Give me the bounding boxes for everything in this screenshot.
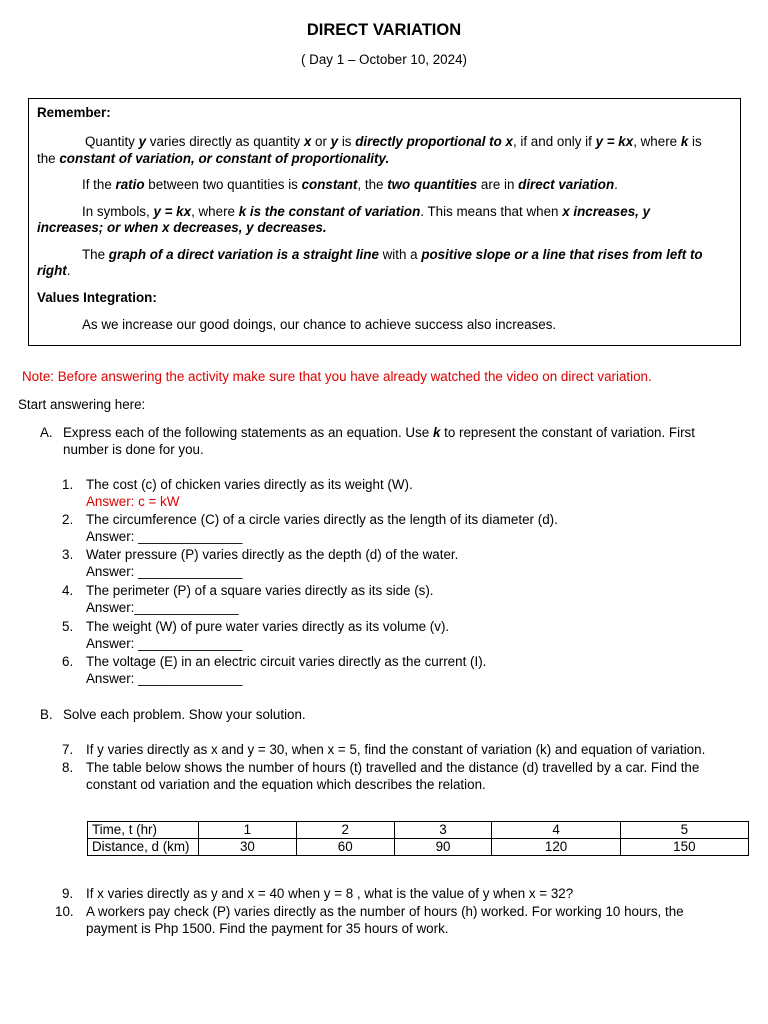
list-item-text: A workers pay check (P) varies directly as the number of hours (h) worked. For working 10 hours, the [86,904,684,919]
list-item-text: The perimeter (P) of a square varies directly as its side (s). [86,583,434,598]
part-b-letter: B. [40,707,53,722]
list-item-text-cont: payment is Php 1500. Find the payment for 35 hours of work. [86,921,449,936]
table-cell: 5 [620,822,748,839]
values-text: As we increase our good doings, our chance to achieve success also increases. [82,317,557,332]
remember-box [28,98,741,346]
page-subtitle: ( Day 1 – October 10, 2024) [301,52,467,67]
table-cell: 60 [296,839,394,856]
list-item-number: 7. [62,742,74,757]
remember-paragraph-2: If the ratio between two quantities is constant, the two quantities are in direct variation. [82,177,618,192]
page-title: DIRECT VARIATION [306,21,462,39]
remember-paragraph-3: In symbols, y = kx, where k is the constant of variation. This means that when x increases, y [82,204,651,219]
table-cell: 90 [394,839,492,856]
list-item-number: 9. [62,886,74,901]
table-cell: 120 [492,839,620,856]
list-item-number: 5. [62,619,74,634]
table-row-distance [88,839,749,856]
answer-line[interactable]: Answer: ______________ [86,529,243,544]
remember-paragraph-1-cont: the constant of variation, or constant of proportionality. [37,151,390,166]
answer-line[interactable]: Answer:______________ [86,600,239,615]
part-a-instruction: Express each of the following statements as an equation. Use k to represent the constant of variation. First [63,425,695,440]
table-cell: 2 [296,822,394,839]
list-item-text: The weight (W) of pure water varies directly as its volume (v). [86,619,450,634]
table-cell: 1 [199,822,297,839]
time-distance-table [87,821,749,856]
table-cell: 4 [492,822,620,839]
list-item-number: 1. [62,477,74,492]
table-row-label: Time, t (hr) [88,822,199,839]
table-row-label: Distance, d (km) [88,839,199,856]
answer-line: Answer: c = kW [86,494,180,509]
list-item-number: 10. [55,904,74,919]
list-item-text: If y varies directly as x and y = 30, when x = 5, find the constant of variation (k) and equation of variation. [86,742,706,757]
list-item-number: 4. [62,583,74,598]
list-item-number: 6. [62,654,74,669]
list-item-text: If x varies directly as y and x = 40 when y = 8 , what is the value of y when x = 32? [86,886,574,901]
answer-line[interactable]: Answer: ______________ [86,636,243,651]
note-text: Note: Before answering the activity make sure that you have already watched the video on direct variation. [22,369,652,384]
answer-line[interactable]: Answer: ______________ [86,564,243,579]
remember-paragraph-3-cont: increases; or when x decreases, y decreases. [37,220,327,235]
part-a-letter: A. [40,425,53,440]
list-item-text: The voltage (E) in an electric circuit varies directly as the current (I). [86,654,487,669]
remember-paragraph-4-cont: right. [37,263,71,278]
list-item-text-cont: constant od variation and the equation which describes the relation. [86,777,486,792]
start-text: Start answering here: [18,397,146,412]
remember-paragraph-1: Quantity y varies directly as quantity x or y is directly proportional to x, if and only if y = kx, where k is [85,134,702,149]
table-cell: 150 [620,839,748,856]
list-item-text: The cost (c) of chicken varies directly as its weight (W). [86,477,413,492]
answer-line[interactable]: Answer: ______________ [86,671,243,686]
remember-heading: Remember: [37,105,111,120]
table-row-time [88,822,749,839]
list-item-text: Water pressure (P) varies directly as the depth (d) of the water. [86,547,459,562]
remember-paragraph-4: The graph of a direct variation is a straight line with a positive slope or a line that rises from left to [82,247,703,262]
list-item-number: 2. [62,512,74,527]
list-item-text: The circumference (C) of a circle varies directly as the length of its diameter (d). [86,512,558,527]
part-b-instruction: Solve each problem. Show your solution. [63,707,306,722]
table-cell: 3 [394,822,492,839]
values-heading: Values Integration: [37,290,157,305]
list-item-number: 8. [62,760,74,775]
list-item-text: The table below shows the number of hours (t) travelled and the distance (d) travelled by a car. Find the [86,760,700,775]
table-cell: 30 [199,839,297,856]
list-item-number: 3. [62,547,74,562]
part-a-instruction-cont: number is done for you. [63,442,204,457]
